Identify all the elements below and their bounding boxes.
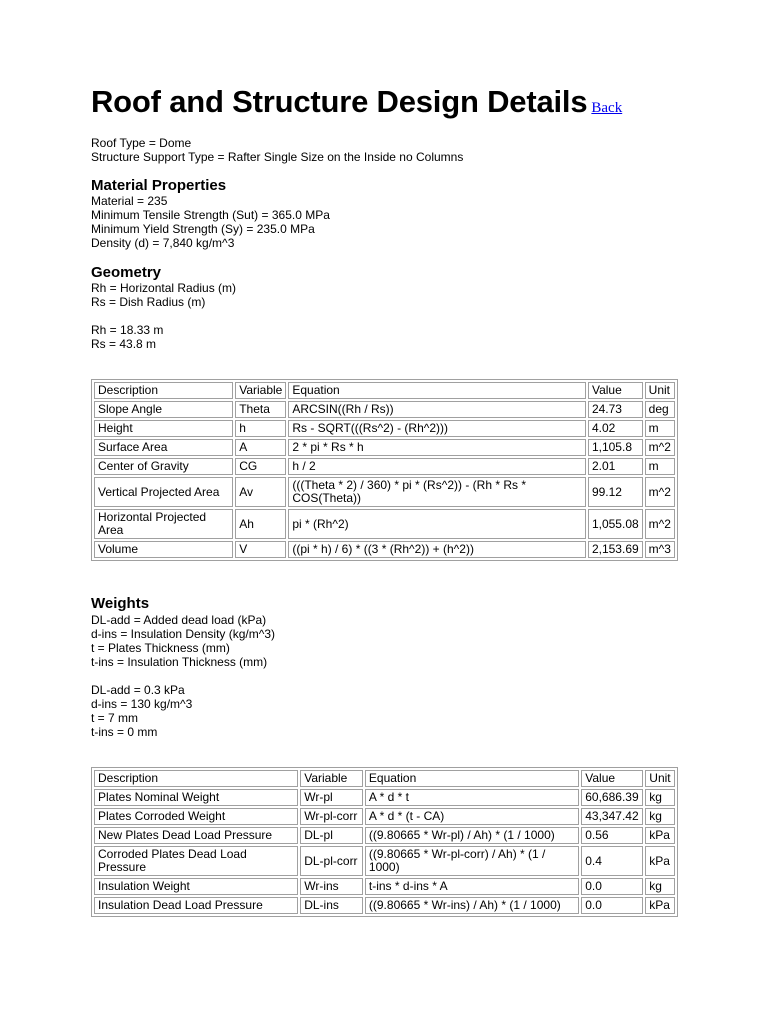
header-cell: Equation: [365, 770, 579, 787]
material-line: Material = 235: [91, 194, 168, 208]
intro-section: [91, 136, 463, 164]
table-cell: Rs - SQRT(((Rs^2) - (Rh^2))): [288, 420, 586, 437]
table-cell: Ah: [235, 509, 286, 539]
table-cell: CG: [235, 458, 286, 475]
table-cell: V: [235, 541, 286, 558]
table-cell: kg: [645, 878, 675, 895]
table-cell: Wr-ins: [300, 878, 363, 895]
geometry-heading: Geometry: [91, 264, 162, 281]
table-cell: ((9.80665 * Wr-ins) / Ah) * (1 / 1000): [365, 897, 579, 914]
table-cell: Vertical Projected Area: [94, 477, 233, 507]
table-cell: 2.01: [588, 458, 643, 475]
geometry-definitions: [91, 281, 236, 309]
table-cell: deg: [645, 401, 675, 418]
table-cell: A * d * t: [365, 789, 579, 806]
table-cell: ARCSIN((Rh / Rs)): [288, 401, 586, 418]
table-row: [94, 808, 675, 825]
definition-line: Rh = Horizontal Radius (m): [91, 281, 237, 295]
header-cell: Value: [581, 770, 643, 787]
table-row: [94, 846, 675, 876]
title-row: [91, 84, 622, 120]
support-type-line: Structure Support Type = Rafter Single Size on the Inside no Columns: [91, 150, 464, 164]
table-cell: 24.73: [588, 401, 643, 418]
table-cell: Theta: [235, 401, 286, 418]
yield-strength-line: Minimum Yield Strength (Sy) = 235.0 MPa: [91, 222, 315, 236]
table-cell: Plates Nominal Weight: [94, 789, 298, 806]
table-cell: Corroded Plates Dead Load Pressure: [94, 846, 298, 876]
table-cell: 2,153.69: [588, 541, 643, 558]
table-cell: DL-ins: [300, 897, 363, 914]
table-cell: m: [645, 458, 675, 475]
table-cell: kPa: [645, 846, 675, 876]
table-cell: Av: [235, 477, 286, 507]
table-cell: h: [235, 420, 286, 437]
back-link[interactable]: Back: [591, 100, 623, 116]
table-cell: kg: [645, 789, 675, 806]
page-title: Roof and Structure Design Details: [91, 84, 588, 119]
table-cell: 4.02: [588, 420, 643, 437]
table-cell: DL-pl: [300, 827, 363, 844]
table-cell: Height: [94, 420, 233, 437]
density-line: Density (d) = 7,840 kg/m^3: [91, 236, 235, 250]
value-line: Rh = 18.33 m: [91, 323, 164, 337]
value-line: Rs = 43.8 m: [91, 337, 157, 351]
table-cell: ((9.80665 * Wr-pl) / Ah) * (1 / 1000): [365, 827, 579, 844]
table-cell: 0.56: [581, 827, 643, 844]
table-cell: Volume: [94, 541, 233, 558]
table-cell: m^2: [645, 509, 675, 539]
weights-table: [91, 767, 678, 917]
header-cell: Description: [94, 382, 233, 399]
tensile-strength-line: Minimum Tensile Strength (Sut) = 365.0 MPa: [91, 208, 330, 222]
table-cell: m: [645, 420, 675, 437]
table-cell: (((Theta * 2) / 360) * pi * (Rs^2)) - (Rh * Rs * COS(Theta)): [288, 477, 586, 507]
weights-values: [91, 683, 192, 739]
table-row: [94, 420, 675, 437]
table-row: [94, 789, 675, 806]
table-cell: Insulation Dead Load Pressure: [94, 897, 298, 914]
table-cell: Slope Angle: [94, 401, 233, 418]
table-header-row: [94, 770, 675, 787]
table-row: [94, 897, 675, 914]
table-row: [94, 401, 675, 418]
definition-line: t-ins = Insulation Thickness (mm): [91, 655, 268, 669]
table-cell: A * d * (t - CA): [365, 808, 579, 825]
table-cell: kg: [645, 808, 675, 825]
material-heading: Material Properties: [91, 177, 227, 194]
definition-line: d-ins = Insulation Density (kg/m^3): [91, 627, 276, 641]
geometry-table: [91, 379, 678, 561]
table-cell: 2 * pi * Rs * h: [288, 439, 586, 456]
table-cell: ((pi * h) / 6) * ((3 * (Rh^2)) + (h^2)): [288, 541, 586, 558]
table-cell: pi * (Rh^2): [288, 509, 586, 539]
table-cell: Wr-pl-corr: [300, 808, 363, 825]
header-cell: Value: [588, 382, 643, 399]
table-cell: Horizontal Projected Area: [94, 509, 233, 539]
table-row: [94, 827, 675, 844]
table-cell: Center of Gravity: [94, 458, 233, 475]
table-cell: h / 2: [288, 458, 586, 475]
table-cell: 0.4: [581, 846, 643, 876]
value-line: t-ins = 0 mm: [91, 725, 158, 739]
table-cell: m^2: [645, 439, 675, 456]
table-cell: Wr-pl: [300, 789, 363, 806]
table-cell: 43,347.42: [581, 808, 643, 825]
table-cell: 1,105.8: [588, 439, 643, 456]
header-cell: Equation: [288, 382, 586, 399]
table-row: [94, 477, 675, 507]
definition-line: DL-add = Added dead load (kPa): [91, 613, 267, 627]
table-cell: m^3: [645, 541, 675, 558]
header-cell: Unit: [645, 382, 675, 399]
table-row: [94, 509, 675, 539]
definition-line: t = Plates Thickness (mm): [91, 641, 230, 655]
value-line: d-ins = 130 kg/m^3: [91, 697, 193, 711]
header-cell: Description: [94, 770, 298, 787]
value-line: DL-add = 0.3 kPa: [91, 683, 185, 697]
table-row: [94, 458, 675, 475]
table-cell: Surface Area: [94, 439, 233, 456]
value-line: t = 7 mm: [91, 711, 139, 725]
weights-heading: Weights: [91, 595, 150, 612]
table-row: [94, 439, 675, 456]
header-cell: Variable: [235, 382, 286, 399]
geometry-values: [91, 323, 163, 351]
weights-definitions: [91, 613, 275, 669]
table-cell: A: [235, 439, 286, 456]
roof-type-line: Roof Type = Dome: [91, 136, 192, 150]
header-cell: Variable: [300, 770, 363, 787]
table-cell: Plates Corroded Weight: [94, 808, 298, 825]
table-cell: kPa: [645, 827, 675, 844]
table-cell: DL-pl-corr: [300, 846, 363, 876]
table-cell: Insulation Weight: [94, 878, 298, 895]
table-row: [94, 541, 675, 558]
table-cell: 99.12: [588, 477, 643, 507]
table-cell: ((9.80665 * Wr-pl-corr) / Ah) * (1 / 1000): [365, 846, 579, 876]
header-cell: Unit: [645, 770, 675, 787]
table-header-row: [94, 382, 675, 399]
definition-line: Rs = Dish Radius (m): [91, 295, 206, 309]
table-row: [94, 878, 675, 895]
table-cell: 0.0: [581, 878, 643, 895]
table-cell: kPa: [645, 897, 675, 914]
table-cell: 0.0: [581, 897, 643, 914]
material-section: [91, 194, 330, 250]
table-cell: 1,055.08: [588, 509, 643, 539]
table-cell: m^2: [645, 477, 675, 507]
table-cell: t-ins * d-ins * A: [365, 878, 579, 895]
table-cell: New Plates Dead Load Pressure: [94, 827, 298, 844]
table-cell: 60,686.39: [581, 789, 643, 806]
